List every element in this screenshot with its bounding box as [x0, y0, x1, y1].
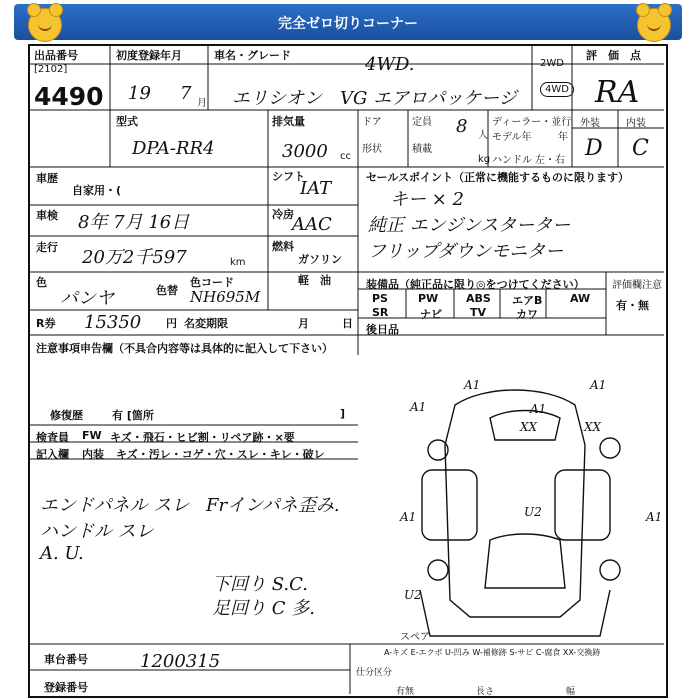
corner-label: 仕分区分: [356, 668, 393, 678]
diagram-mark: A1: [410, 400, 427, 414]
shift-label: シフト: [272, 170, 305, 183]
equip-tv: TV: [470, 306, 487, 319]
repair-value: 有 [箇所: [112, 409, 154, 422]
inspection-label: 車検: [36, 209, 58, 222]
page-title: 完全ゼロ切りコーナー: [278, 16, 418, 32]
twowd-label: 2WD: [540, 58, 564, 69]
equip-leather: カワ: [516, 308, 538, 321]
entry-room: 内装: [82, 448, 104, 461]
ownership-label: 名変期限: [184, 317, 228, 330]
repair-close: ]: [340, 407, 346, 420]
inspection-value: 8年 7月 16日: [78, 212, 190, 233]
year-value: 19: [128, 83, 151, 104]
remark-1: エンドパネル スレ: [40, 495, 190, 516]
fuel-label: 燃料: [272, 240, 294, 253]
interior-label: 内装: [626, 118, 646, 129]
repair-label: 修復歴: [50, 409, 83, 422]
equip-sr: SR: [372, 306, 389, 319]
lot-sub: [2102]: [34, 64, 68, 75]
model-value: エリシオン VG エアロパッケージ: [232, 88, 517, 109]
chassis-label: 車台番号: [44, 653, 88, 666]
capacity-label: 定員: [412, 117, 432, 128]
exterior-grade: D: [585, 136, 603, 161]
fourwd-label: 4WD: [540, 82, 574, 97]
year-label: 初度登録年月: [116, 49, 182, 62]
handle-options: 左・右: [535, 155, 565, 166]
diagram-mark: A1: [646, 510, 663, 524]
back-label: 後日品: [366, 323, 399, 336]
model-label: 車名・グレード: [214, 49, 291, 62]
aircon-label: 冷房: [272, 208, 294, 221]
lot-label: 出品番号: [34, 49, 78, 62]
year-unit: 年: [558, 132, 568, 143]
type-value: DPA-RR4: [132, 138, 215, 159]
door-label: ドア: [362, 117, 382, 128]
usage-value: 自家用・(: [72, 184, 122, 197]
chassis-value: 1200315: [140, 651, 221, 672]
remark-5: 下回り S.C.: [212, 574, 308, 595]
exterior-label: 外装: [580, 118, 600, 129]
person-unit: 人: [478, 130, 488, 141]
interior-grade: C: [632, 136, 649, 161]
sales-point-1: キー × 2: [390, 189, 464, 210]
type-label: 型式: [116, 115, 138, 128]
mileage-value: 20万2千597: [82, 247, 187, 268]
spare-label: スペア: [400, 632, 430, 643]
lot-number: 4490: [34, 82, 104, 111]
mileage-label: 走行: [36, 241, 58, 254]
notes-label: 注意事項申告欄（不具合内容等は具体的に記入して下さい）: [36, 342, 333, 355]
shape-label: 形状: [362, 144, 382, 155]
diagram-mark: U2: [524, 505, 542, 519]
model-year-label: モデル年: [492, 132, 532, 143]
recycle-value: 15350: [84, 312, 142, 333]
diagram-mark: A1: [530, 402, 547, 416]
diagram-mark: A1: [590, 378, 607, 392]
corner-label: 長さ: [476, 687, 495, 697]
color-value: パンヤ: [60, 288, 114, 309]
aircon-value: AAC: [292, 214, 332, 235]
usage-label: 車歴: [36, 172, 58, 185]
month-unit: 月: [197, 98, 207, 109]
yen-unit: 円: [166, 317, 177, 330]
equip-aw: AW: [570, 292, 591, 305]
equip-abs: ABS: [466, 292, 491, 305]
load-label: 積載: [412, 144, 432, 155]
remark-6: 足回り C 多.: [212, 598, 315, 619]
fuel-gasoline: ガソリン: [298, 253, 342, 266]
cc-label: cc: [340, 151, 351, 162]
condition-value: 有・無: [616, 299, 649, 312]
equip-navi: ナビ: [420, 308, 442, 321]
sales-point-2: 純正 エンジンスターター: [368, 215, 571, 236]
check-label: 検査員: [36, 431, 69, 444]
check-items: キズ・飛石・ヒビ割・リペア跡・×要: [110, 431, 295, 444]
remark-4: Frインパネ歪み.: [206, 495, 340, 516]
rating-value: RA: [595, 75, 640, 110]
sales-label: セールスポイント（正常に機能するものに限ります）: [366, 171, 630, 184]
dealer-label: ディーラー・並行: [492, 117, 572, 128]
condition-label: 評価欄注意: [612, 280, 662, 291]
entry-label: 記入欄: [36, 448, 69, 461]
displacement-label: 排気量: [272, 115, 305, 128]
kg-unit: kg: [478, 154, 491, 165]
equip-pw: PW: [418, 292, 439, 305]
diagram-mark: XX: [520, 420, 538, 434]
fuel-diesel: 軽 油: [298, 274, 331, 287]
corner-label: 幅: [566, 687, 576, 697]
day-label: 日: [342, 317, 353, 330]
rating-label: 評 価 点: [586, 49, 641, 62]
capacity-value: 8: [456, 116, 468, 137]
color-label: 色: [36, 276, 47, 289]
displacement-value: 3000: [282, 141, 328, 162]
check-fw: FW: [82, 429, 102, 442]
drive-value: 4WD.: [365, 54, 415, 75]
equip-ps: PS: [372, 292, 388, 305]
diagram-mark: XX: [584, 420, 602, 434]
sales-point-3: フリップダウンモニター: [368, 241, 564, 262]
registration-label: 登録番号: [44, 681, 88, 694]
entry-items: キズ・汚レ・コゲ・穴・スレ・キレ・破レ: [116, 448, 325, 461]
km-unit: km: [230, 257, 246, 268]
corner-label: 有無: [396, 687, 415, 697]
shift-value: IAT: [300, 178, 332, 199]
diagram-mark: A1: [464, 378, 481, 392]
color-code-label: 色コード: [190, 276, 234, 289]
legend: A-キズ E-エクボ U-凹み W-補修跡 S-サビ C-腐食 XX-交換跡: [384, 648, 601, 657]
month-label: 月: [298, 317, 309, 330]
handle-label: ハンドル: [492, 155, 532, 166]
equipment-label: 装備品（純正品に限り◎をつけてください）: [366, 278, 585, 291]
remark-3: A. U.: [40, 543, 84, 564]
remark-2: ハンドル スレ: [40, 521, 154, 542]
color-code-value: NH695M: [190, 288, 261, 306]
diagram-mark: A1: [400, 510, 417, 524]
diagram-mark: U2: [404, 588, 422, 602]
equip-airbag: エアB: [512, 294, 543, 307]
recycle-label: R券: [36, 317, 56, 330]
month-value: 7: [180, 83, 192, 104]
color-sub-label: 色替: [156, 284, 178, 297]
